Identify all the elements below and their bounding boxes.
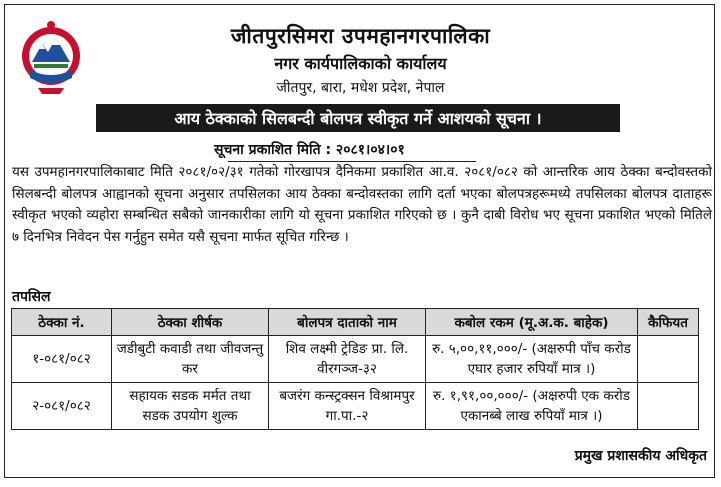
remarks-cell: [638, 336, 699, 383]
col-bidder-name: बोलपत्र दाताको नाम: [269, 309, 426, 336]
table-header-row: [12, 309, 699, 336]
office-subtitle: नगर कार्यपालिकाको कार्यालय: [274, 54, 447, 73]
notice-heading-banner: आय ठेक्काको सिलबन्दी बोलपत्र स्वीकृत गर्ने आशयको सूचना ।: [96, 104, 620, 132]
bidder-name-cell: बजरंग कन्स्ट्रक्सन विश्रामपुर गा.पा.-२: [269, 383, 426, 430]
contract-title-cell: सहायक सडक मर्मत तथा सडक उपयोग शुल्क: [112, 383, 269, 430]
publication-date: सूचना प्रकाशित मिति : २०८१।०४।०१: [214, 142, 405, 158]
municipality-title: जीतपुरसिमरा उपमहानगरपालिका: [230, 24, 491, 48]
bid-amount-cell: रु. ५,००,११,०००/- (अक्षरुपी पाँच करोड एघार हजार रुपियाँ मात्र ।): [426, 336, 638, 383]
contract-title-cell: जडीबुटी कवाडी तथा जीवजन्तु कर: [112, 336, 269, 383]
bidder-name-cell: शिव लक्ष्मी ट्रेडिङ प्रा. लि. वीरगञ्ज-३२: [269, 336, 426, 383]
bid-amount-cell: रु. १,९१,००,०००/- (अक्षरुपी एक करोड एकानब्बे लाख रुपियाँ मात्र ।): [426, 383, 638, 430]
col-contract-title: ठेक्का शीर्षक: [112, 309, 269, 336]
office-address: जीतपुर, बारा, मधेश प्रदेश, नेपाल: [276, 80, 445, 96]
table-row: [12, 336, 699, 383]
col-contract-no: ठेक्का नं.: [12, 309, 112, 336]
contract-table: [11, 308, 699, 430]
remarks-cell: [638, 383, 699, 430]
col-bid-amount: कबोल रकम (मू.अ.क. बाहेक): [426, 309, 638, 336]
col-remarks: कैफियत: [638, 309, 699, 336]
table-row: [12, 383, 699, 430]
schedule-label: तपसिल: [12, 289, 51, 305]
contract-no-cell: २-०८१/०८२: [12, 383, 112, 430]
notice-body-text: यस उपमहानगरपालिकाबाट मिति २०८१/०२/३१ गतेको गोरखापत्र दैनिकमा प्रकाशित आ.व. २०८१/०८२ को आन्तरिक आय ठेक्का बन्दोवस्तको सिलबन्दी बोलपत्र आह्वानको सूचना अनुसार तपसिलका आय ठेक्का बन्दोवस्तका लागि दर्ता भएका बोलपत्रहरूमध्ये तपसिलका बोलपत्र दाताहरू स्वीकृत भएको व्यहोरा सम्बन्धित सबैको जानकारीका लागि यो सूचना प्रकाशित गरिएको छ । कुनै दाबी विरोध भए सूचना प्रकाशित भएको मितिले ७ दिनभित्र निवेदन पेस गर्नुहुन समेत यसै सूचना मार्फत सूचित गरिन्छ ।: [12, 164, 712, 245]
contract-no-cell: १-०८१/०८२: [12, 336, 112, 383]
signatory-title: प्रमुख प्रशासकीय अधिकृत: [574, 448, 707, 464]
